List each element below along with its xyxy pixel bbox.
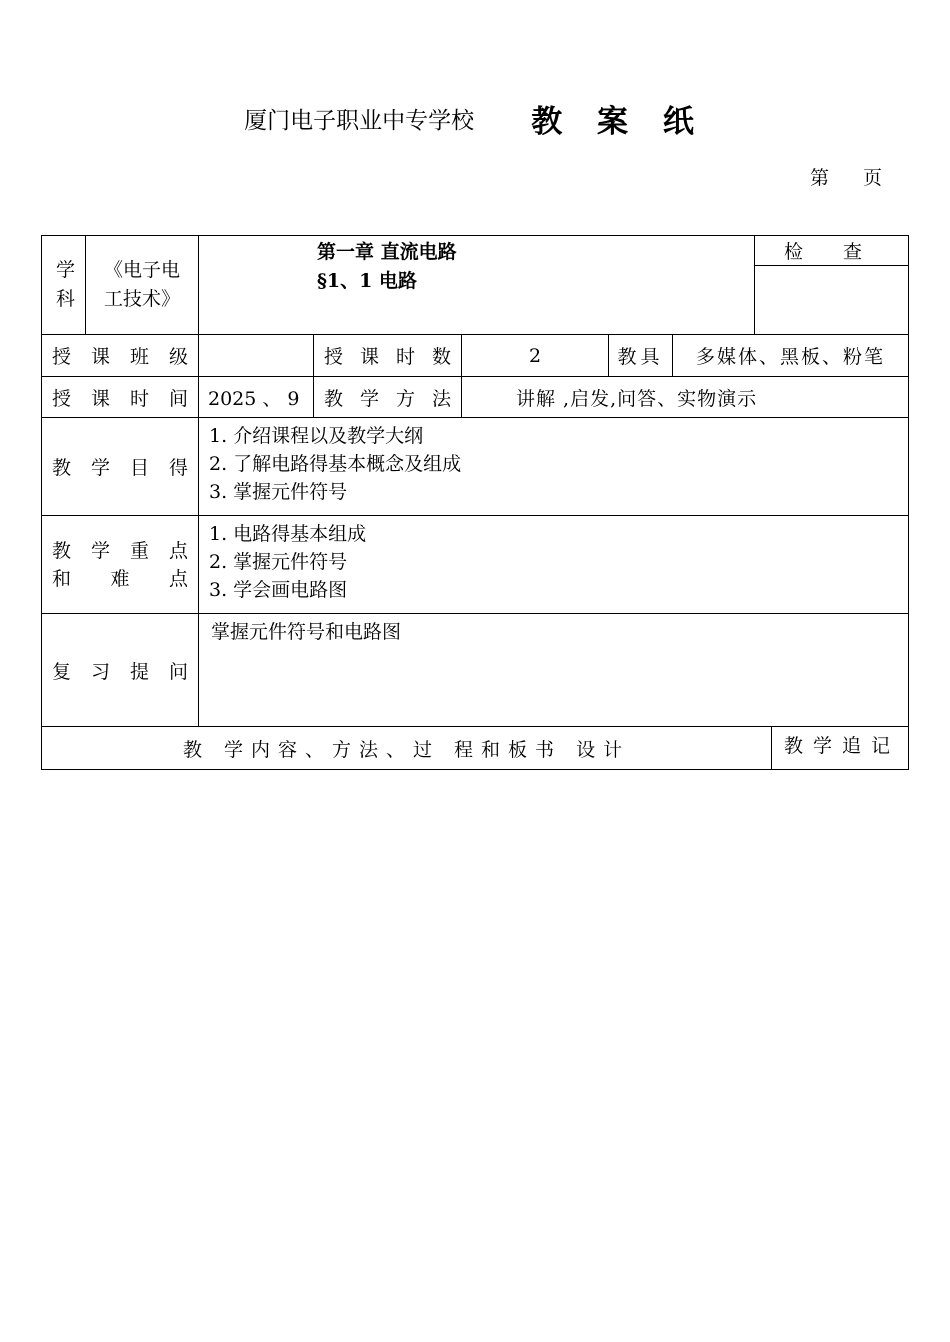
chapter-heading-cell xyxy=(199,236,755,335)
goals-label: 教学目得 xyxy=(42,418,199,516)
key-points-label xyxy=(42,516,199,614)
time-value: 2025 、 9 xyxy=(199,377,314,418)
method-label: 教学方法 xyxy=(314,377,462,418)
review-value: 掌握元件符号和电路图 xyxy=(199,614,909,727)
check-value xyxy=(755,265,908,333)
subject-value: 《电子电工技术》 xyxy=(86,236,199,335)
tools-label: 教具 xyxy=(609,335,673,377)
teaching-notes-label: 教学追记 xyxy=(772,727,909,770)
key-point-item: 3. 学会画电路图 xyxy=(209,579,348,601)
key-label-line-2: 和难点 xyxy=(52,567,188,590)
review-label: 复习提问 xyxy=(42,614,199,727)
check-label: 检 查 xyxy=(755,236,908,265)
goals-list xyxy=(199,418,909,516)
key-label-line-1: 教学重点 xyxy=(52,539,188,562)
content-design-label: 教 学内容、方法、过 程和板书 设计 xyxy=(42,727,772,770)
key-point-item: 1. 电路得基本组成 xyxy=(209,523,367,545)
goal-item: 3. 掌握元件符号 xyxy=(209,481,348,503)
hours-label: 授课时数 xyxy=(314,335,462,377)
lesson-plan-table xyxy=(41,235,909,770)
section-title: §1、1 电路 xyxy=(317,270,417,292)
class-label: 授课班级 xyxy=(42,335,199,377)
key-points-list xyxy=(199,516,909,614)
goal-item: 1. 介绍课程以及教学大纲 xyxy=(209,425,424,447)
subject-label: 学 科 xyxy=(42,236,86,335)
school-name: 厦门电子职业中专学校 xyxy=(244,108,475,134)
page-number-label: 第 页 xyxy=(809,167,896,189)
document-title: 教 案 纸 xyxy=(531,104,706,140)
tools-value: 多媒体、黑板、粉笔 xyxy=(673,335,909,377)
goal-item: 2. 了解电路得基本概念及组成 xyxy=(209,453,462,475)
chapter-title: 第一章 直流电路 xyxy=(317,241,457,263)
check-cell xyxy=(755,236,909,335)
class-value xyxy=(199,335,314,377)
page-header xyxy=(0,96,950,141)
hours-value: 2 xyxy=(462,335,609,377)
time-label: 授课时间 xyxy=(42,377,199,418)
key-point-item: 2. 掌握元件符号 xyxy=(209,551,348,573)
method-value: 讲解 ,启发,问答、实物演示 xyxy=(462,377,909,418)
